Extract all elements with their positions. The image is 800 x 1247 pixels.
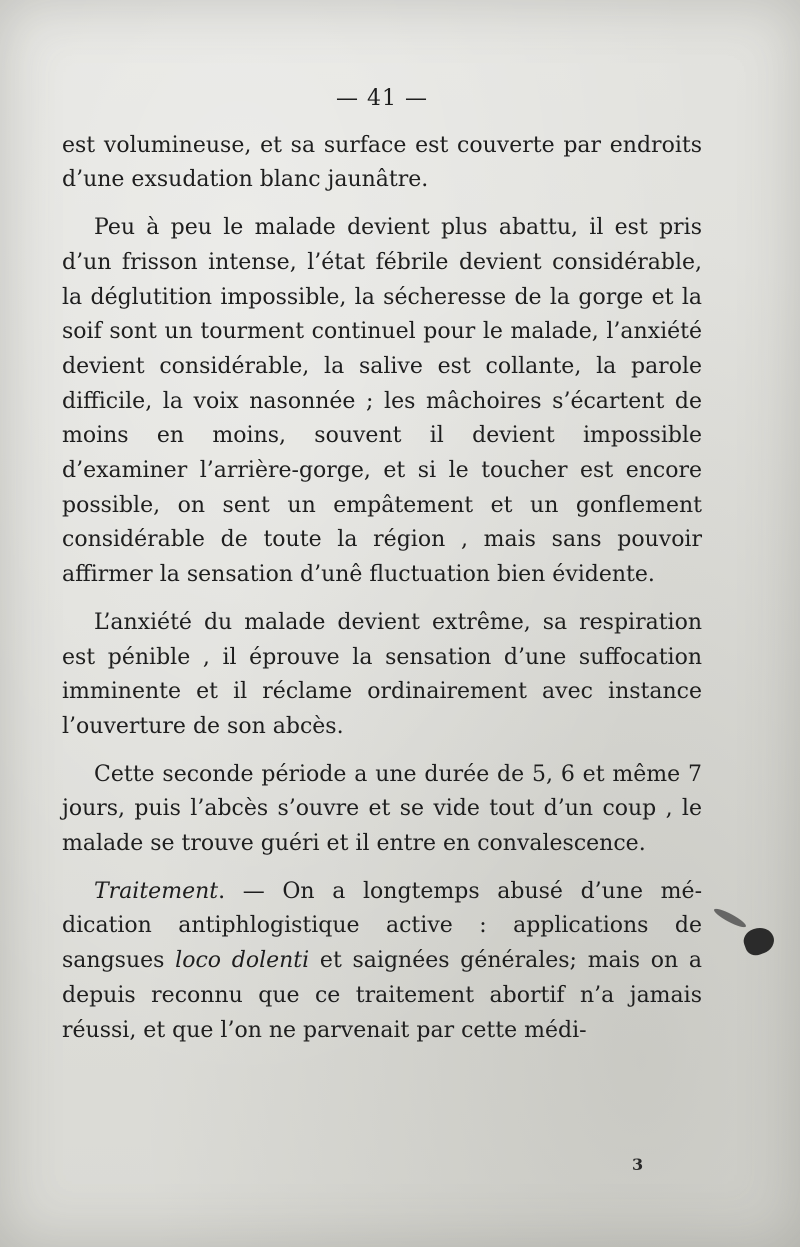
paragraph-3: L’anxiété du malade devient extrême, sa respiration est pénible , il éprouve la sensation d’une suffocation imminente et il réclame ordinairement avec instance l’ouverture de son abcès. [62, 609, 702, 739]
page-number: — 41 — [336, 86, 428, 111]
latin-phrase: loco dolenti [175, 948, 310, 974]
ink-smudge [712, 906, 748, 930]
ink-blot [740, 924, 777, 959]
paragraph-4: Cette seconde période a une durée de 5, 6 et même 7 jours, puis l’abcès s’ouvre et se vide tout d’un coup , le malade se trouve guéri et il entre en convalescence. [62, 761, 702, 857]
text-block [62, 82, 702, 1048]
paragraph-5 [62, 875, 702, 1049]
section-heading-traitement: Traitement [94, 878, 219, 904]
paragraph-5-text-b: et saignées générales; mais on a depuis reconnu que ce traitement abortif n’a jamais réussi, et que l’on ne parvenait par cette médi- [62, 948, 702, 1043]
paragraph-1: est volumineuse, et sa surface est couverte par endroits d’une exsudation blanc jaunâtre. [62, 132, 702, 193]
paragraph-2: Peu à peu le malade devient plus abattu, il est pris d’un frisson intense, l’état fébrile devient considérable, la déglutition impossible, la sécheresse de la gorge et la soif sont un tourment continuel pour le malade, l’anxiété devient considérable, la salive est collante, la parole difficile, la voix nasonnée ; les mâchoires s’écartent de moins en moins, souvent il devient impossible d’examiner l’arrière-gorge, et si le toucher est encore possible, on sent un empâtement et un gonflement considérable de toute la région , mais sans pouvoir affirmer la sensation d’unê fluctuation bien évidente. [62, 215, 702, 588]
paragraph-5-text-a: . — On a longtemps abusé d’une médication antiphlogistique active : applications de sangsues [62, 878, 702, 974]
signature-mark: 3 [632, 1155, 644, 1174]
